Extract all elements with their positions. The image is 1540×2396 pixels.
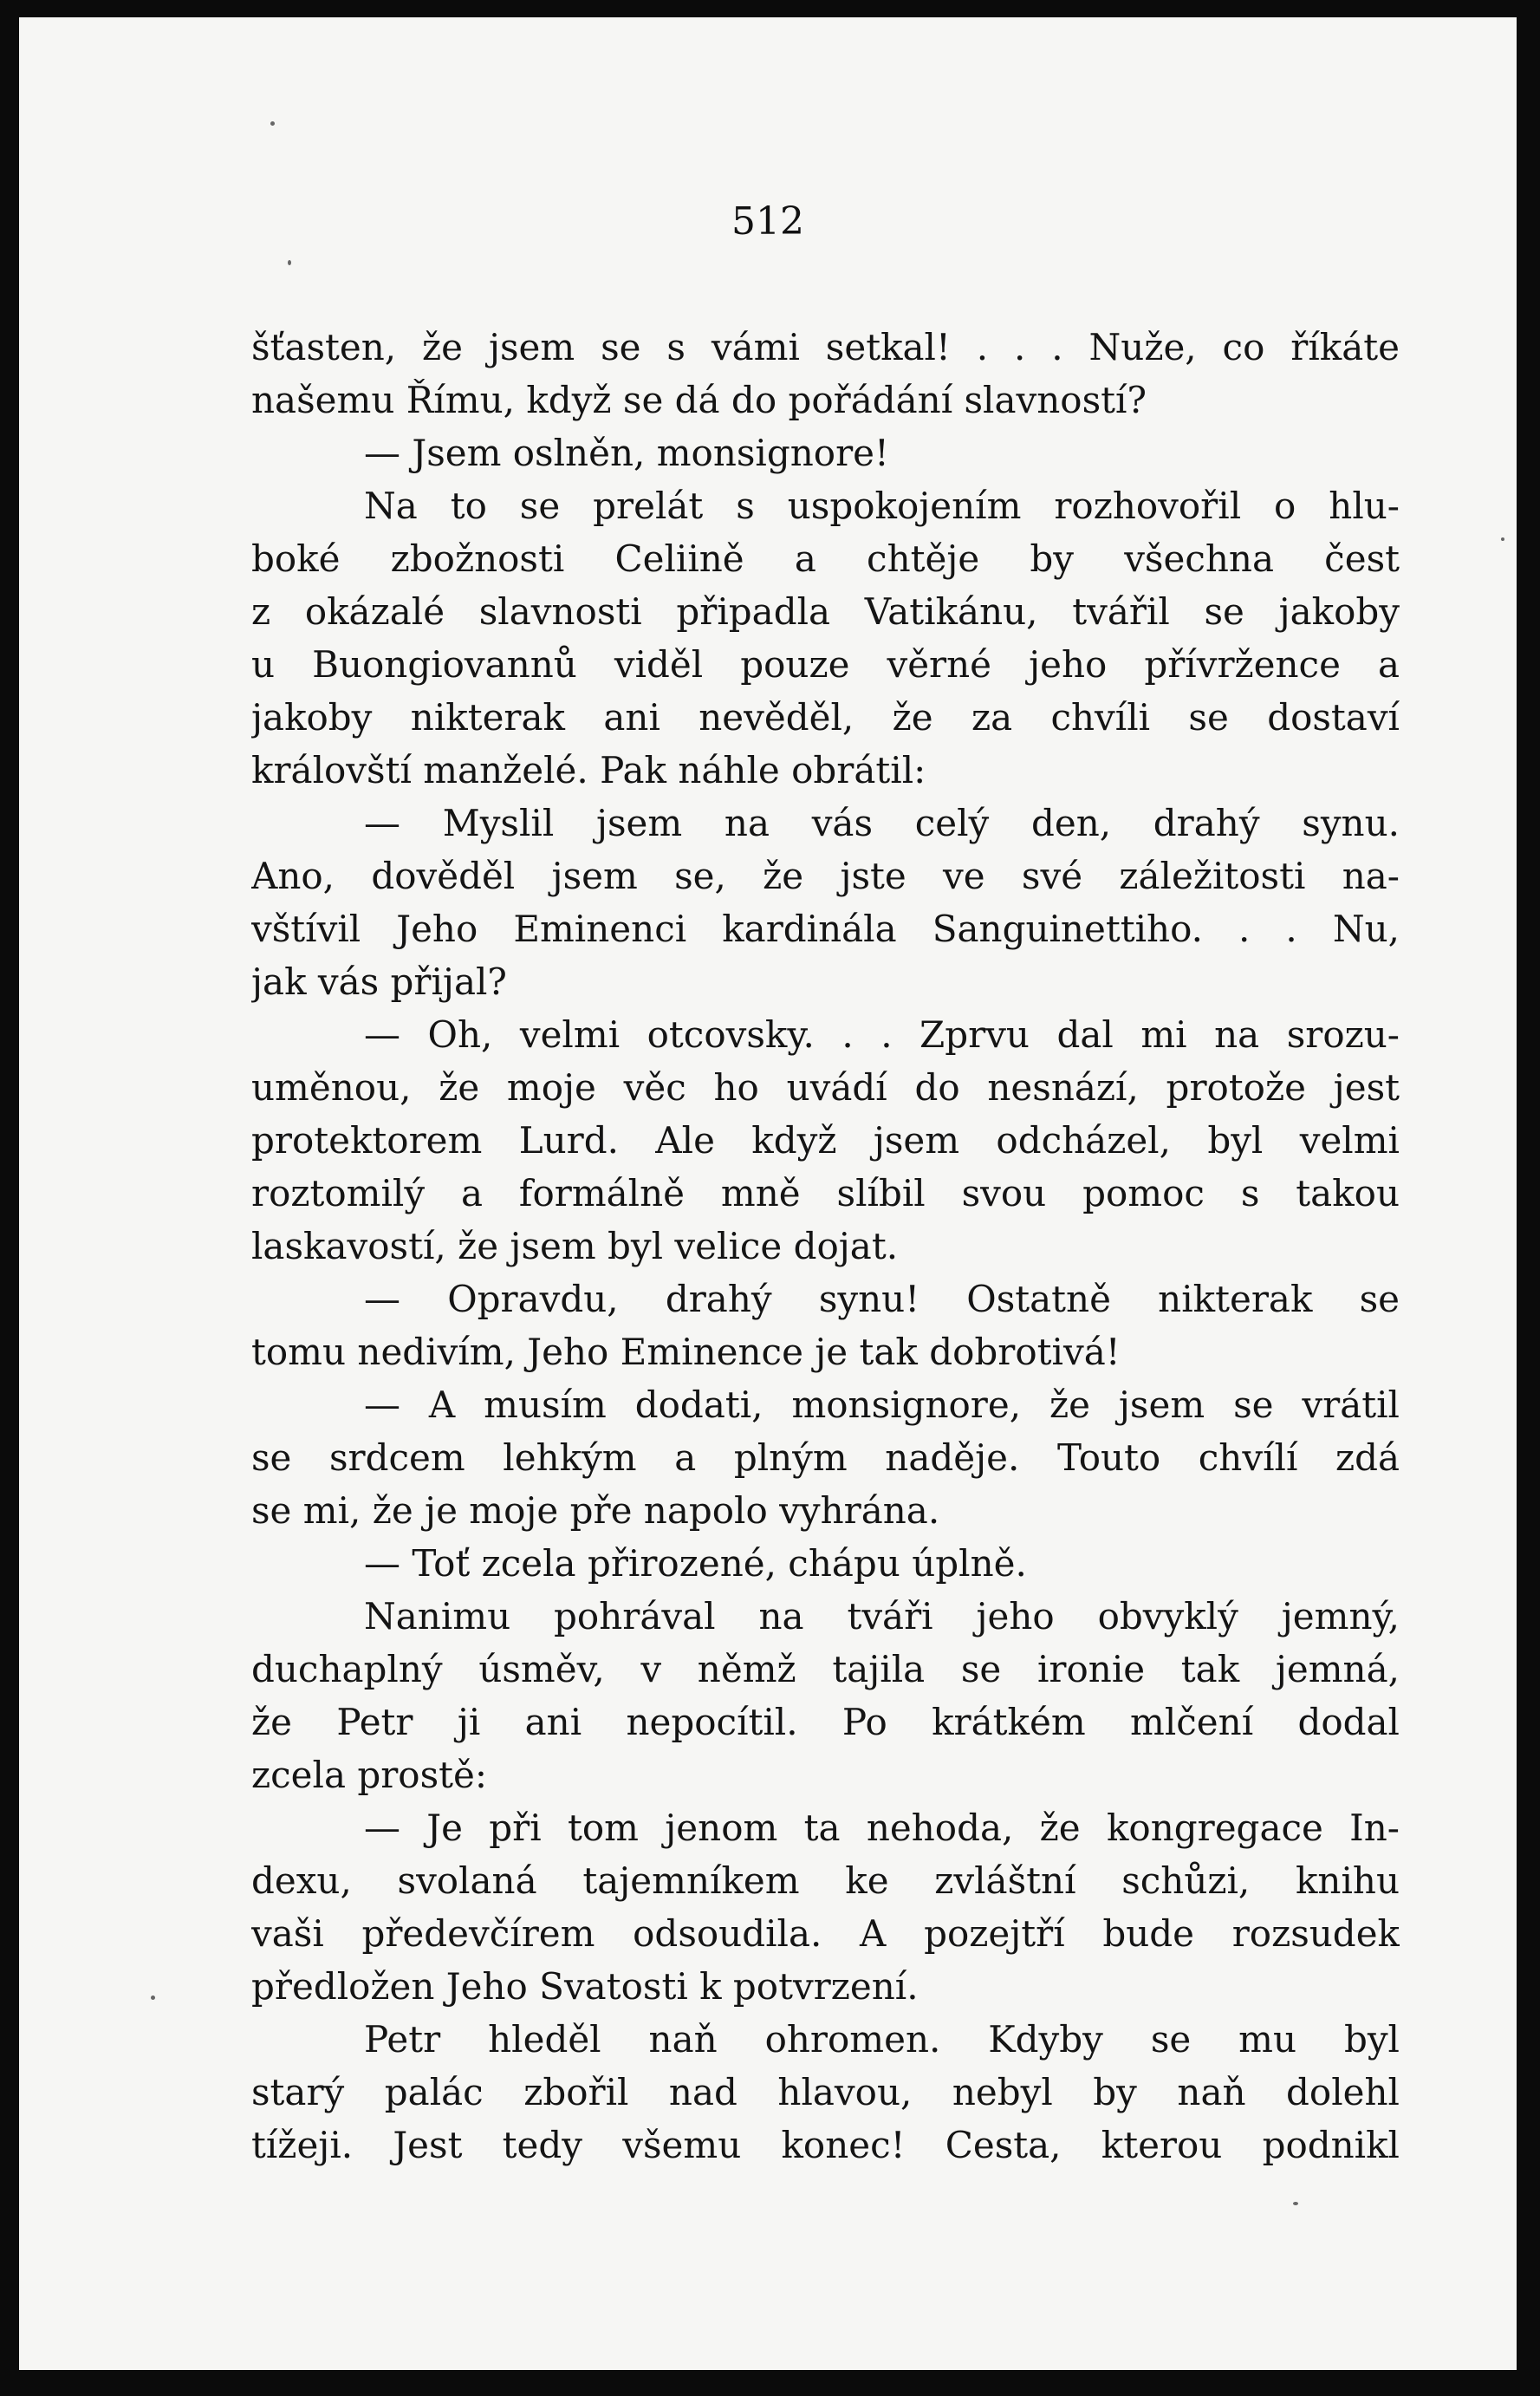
text-line: předložen Jeho Svatosti k potvrzení.	[251, 1965, 919, 2008]
text-line: laskavostí, že jsem byl velice dojat.	[251, 1225, 899, 1267]
text-line: u Buongiovannů viděl pouze věrné jeho přívržence a	[251, 643, 1400, 686]
text-line: — Jsem oslněn, monsignore!	[364, 432, 889, 474]
text-line: tížeji. Jest tedy všemu konec! Cesta, kterou podnikl	[251, 2124, 1400, 2166]
print-speck	[1501, 537, 1504, 541]
text-line: — Je při tom jenom ta nehoda, že kongregace In-	[364, 1807, 1400, 1849]
text-line: zcela prostě:	[251, 1754, 488, 1796]
text-line: — Oh, velmi otcovsky. . . Zprvu dal mi na srozu-	[364, 1013, 1400, 1056]
text-line: starý palác zbořil nad hlavou, nebyl by naň dolehl	[251, 2071, 1400, 2113]
text-line: že Petr ji ani nepocítil. Po krátkém mlčení dodal	[251, 1701, 1400, 1743]
text-line: — Opravdu, drahý synu! Ostatně nikterak se	[364, 1278, 1400, 1320]
text-line: se srdcem lehkým a plným naděje. Touto chvílí zdá	[251, 1436, 1400, 1479]
body-text	[251, 321, 1400, 2171]
text-line: protektorem Lurd. Ale když jsem odcházel, byl velmi	[251, 1119, 1400, 1162]
book-page	[19, 17, 1517, 2370]
print-speck	[288, 260, 291, 265]
text-line: — Myslil jsem na vás celý den, drahý synu.	[364, 802, 1400, 844]
text-line: Nanimu pohrával na tváři jeho obvyklý jemný,	[364, 1595, 1400, 1637]
print-speck	[151, 1996, 155, 2000]
text-line: — Toť zcela přirozené, chápu úplně.	[364, 1542, 1027, 1585]
text-line: z okázalé slavnosti připadla Vatikánu, tvářil se jakoby	[251, 590, 1400, 633]
text-line: vštívil Jeho Eminenci kardinála Sanguinettiho. . . Nu,	[251, 908, 1400, 950]
text-line: boké zbožnosti Celiině a chtěje by všechna čest	[251, 537, 1400, 580]
text-line: Petr hleděl naň ohromen. Kdyby se mu byl	[364, 2018, 1400, 2061]
text-line: jak vás přijal?	[251, 960, 507, 1003]
text-line: Ano, dověděl jsem se, že jste ve své záležitosti na-	[251, 855, 1400, 897]
text-line: Na to se prelát s uspokojením rozhovořil o hlu-	[364, 485, 1400, 527]
text-line: uměnou, že moje věc ho uvádí do nesnází, protože jest	[251, 1066, 1400, 1109]
print-speck	[270, 121, 275, 126]
text-line: našemu Římu, když se dá do pořádání slavností?	[251, 379, 1147, 421]
text-line: šťasten, že jsem se s vámi setkal! . . . Nuže, co říkáte	[251, 326, 1400, 368]
text-line: dexu, svolaná tajemníkem ke zvláštní schůzi, knihu	[251, 1859, 1400, 1902]
print-speck	[1293, 2202, 1298, 2205]
page-number: 512	[731, 199, 804, 244]
text-line: roztomilý a formálně mně slíbil svou pomoc s takou	[251, 1172, 1400, 1214]
text-line: tomu nedivím, Jeho Eminence je tak dobrotivá!	[251, 1331, 1121, 1373]
text-line: jakoby nikterak ani nevěděl, že za chvíli se dostaví	[251, 696, 1400, 739]
text-line: se mi, že je moje pře napolo vyhrána.	[251, 1489, 940, 1532]
text-line: duchaplný úsměv, v němž tajila se ironie tak jemná,	[251, 1648, 1400, 1690]
text-line: vaši předevčírem odsoudila. A pozejtří bude rozsudek	[251, 1912, 1400, 1955]
text-line: královští manželé. Pak náhle obrátil:	[251, 749, 926, 791]
text-line: — A musím dodati, monsignore, že jsem se vrátil	[364, 1384, 1400, 1426]
